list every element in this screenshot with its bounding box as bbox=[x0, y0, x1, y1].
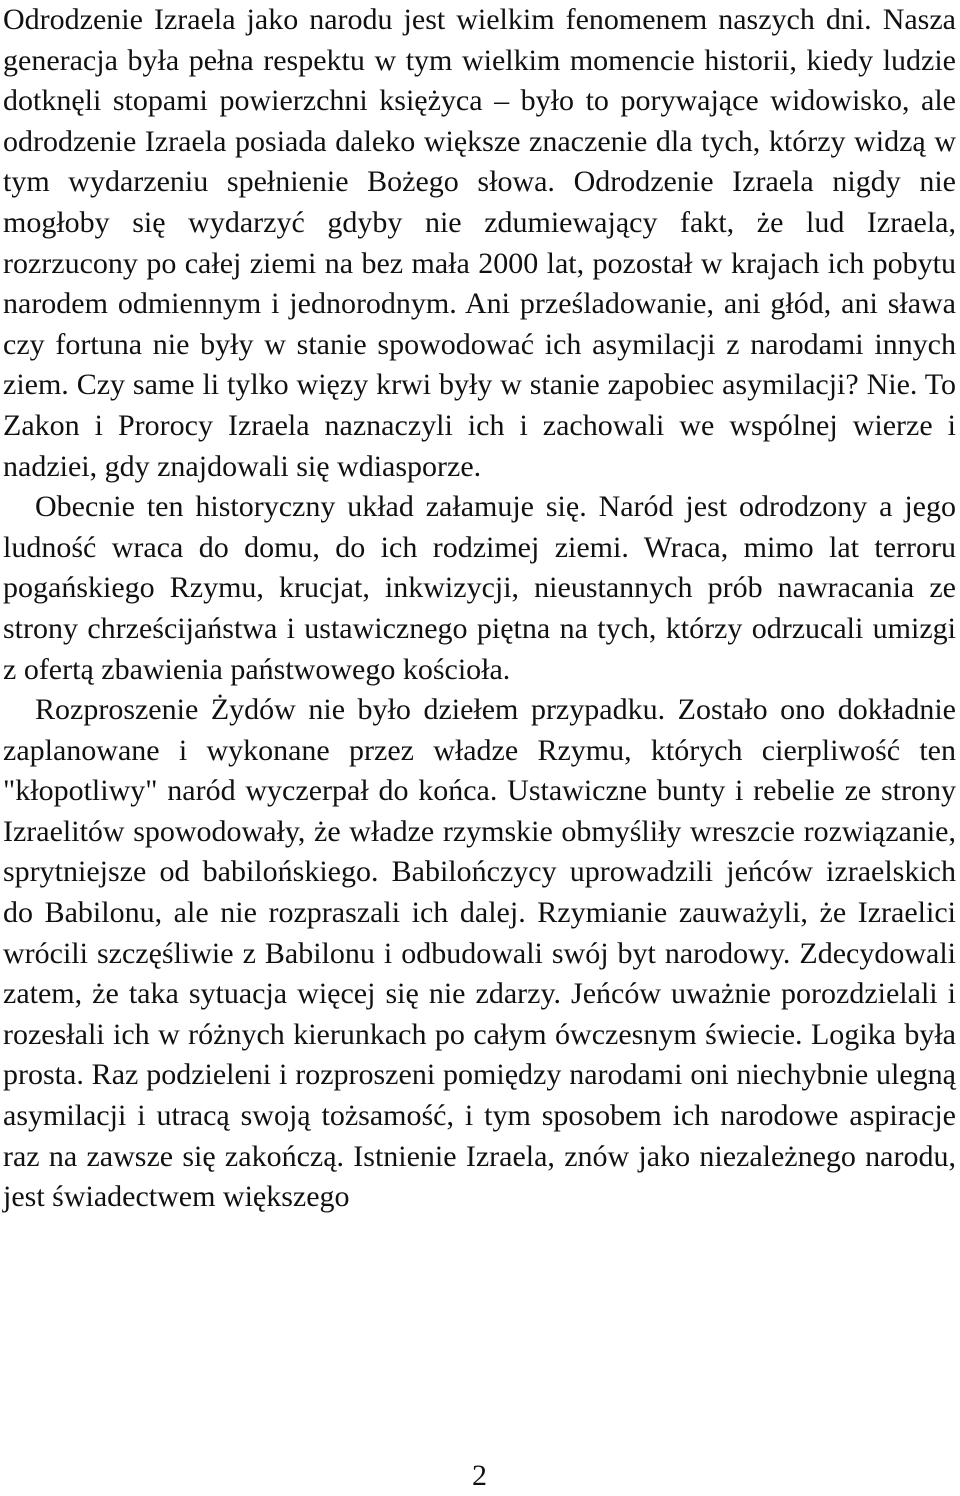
document-page bbox=[3, 0, 956, 1494]
body-text bbox=[3, 0, 956, 1218]
paragraph-1: Odrodzenie Izraela jako narodu jest wielkim fenomenem naszych dni. Nasza generacja była pełna respektu w tym wielkim momencie historii, kiedy ludzie dotknęli stopami powierzchni księżyca – było to porywające widowisko, ale odrodzenie Izraela posiada daleko większe znaczenie dla tych, którzy widzą w tym wydarzeniu spełnienie Bożego słowa. Odrodzenie Izraela nigdy nie mogłoby się wydarzyć gdyby nie zdumiewający fakt, że lud Izraela, rozrzucony po całej ziemi na bez mała 2000 lat, pozostał w krajach ich pobytu narodem odmiennym i jednorodnym. Ani prześladowanie, ani głód, ani sława czy fortuna nie były w stanie spowodować ich asymilacji z narodami innych ziem. Czy same li tylko więzy krwi były w stanie zapobiec asymilacji? Nie. To Zakon i Prorocy Izraela naznaczyli ich i zachowali we wspólnej wierze i nadziei, gdy znajdowali się wdiasporze. bbox=[3, 3, 956, 483]
paragraph-3: Rozproszenie Żydów nie było dziełem przypadku. Zostało ono dokładnie zaplanowane i wykonane przez władze Rzymu, których cierpliwość ten "kłopotliwy" naród wyczerpał do końca. Ustawiczne bunty i rebelie ze strony Izraelitów spowodowały, że władze rzymskie obmyśliły wreszcie rozwiązanie, sprytniejsze od babilońskiego. Babilończycy uprowadzili jeńców izraelskich do Babilonu, ale nie rozpraszali ich dalej. Rzymianie zauważyli, że Izraelici wrócili szczęśliwie z Babilonu i odbudowali swój byt narodowy. Zdecydowali zatem, że taka sytuacja więcej się nie zdarzy. Jeńców uważnie porozdzielali i rozesłali ich w różnych kierunkach po całym ówczesnym świecie. Logika była prosta. Raz podzieleni i rozproszeni pomiędzy narodami oni niechybnie ulegną asymilacji i utracą swoją tożsamość, i tym sposobem ich narodowe aspiracje raz na zawsze się zakończą. Istnienie Izraela, znów jako niezależnego narodu, jest świadectwem większego bbox=[3, 693, 956, 1214]
page-number: 2 bbox=[472, 1459, 487, 1492]
paragraph-2: Obecnie ten historyczny układ załamuje się. Naród jest odrodzony a jego ludność wraca do domu, do ich rodzimej ziemi. Wraca, mimo lat terroru pogańskiego Rzymu, krucjat, inkwizycji, nieustannych prób nawracania ze strony chrześcijaństwa i ustawicznego piętna na tych, którzy odrzucali umizgi z ofertą zbawienia państwowego kościoła. bbox=[3, 490, 956, 686]
